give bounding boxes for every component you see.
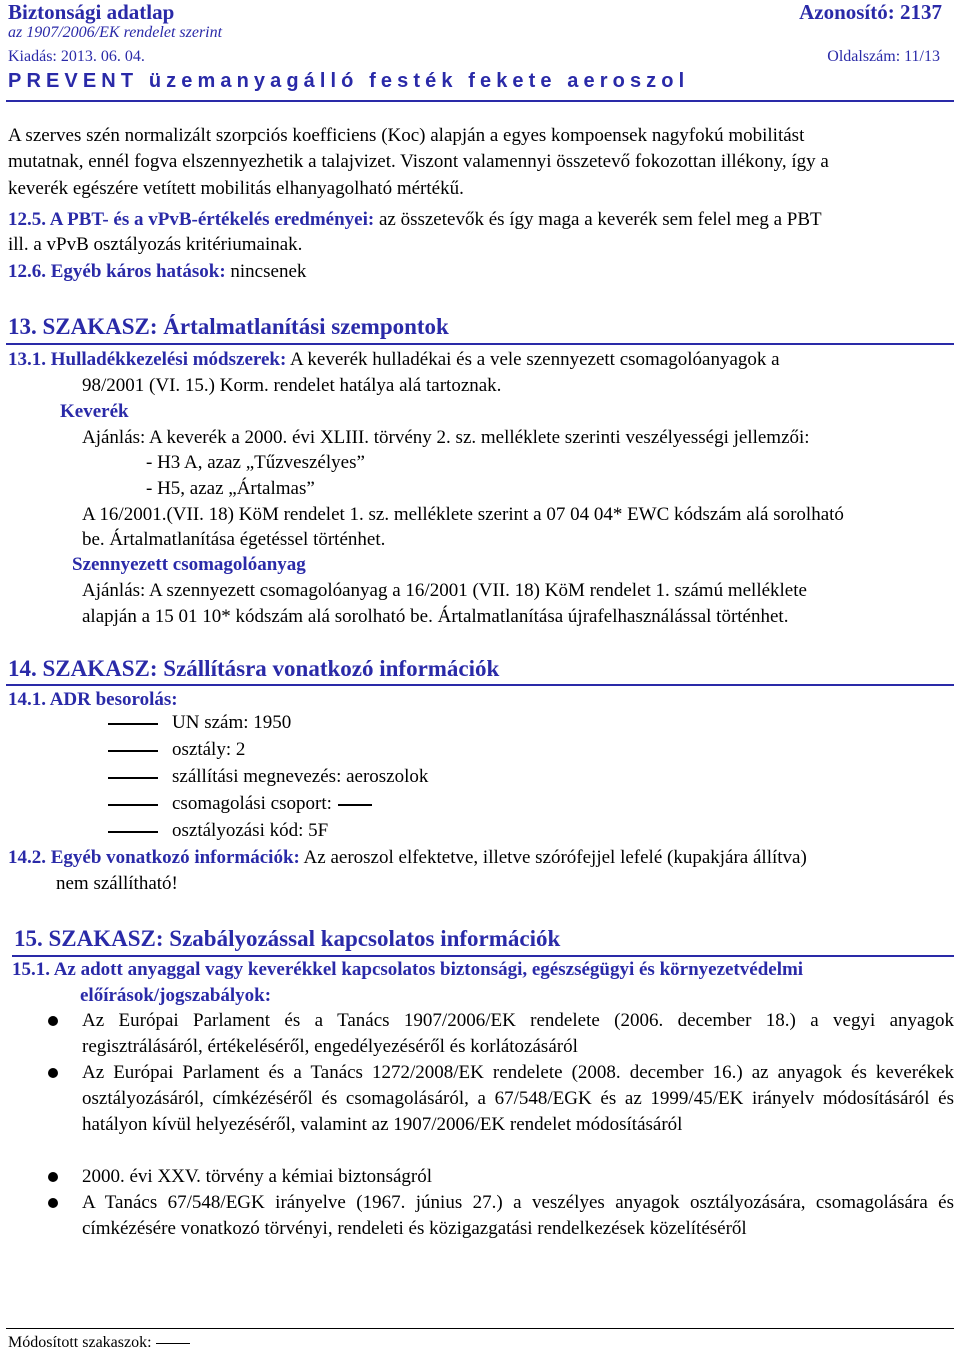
pbt-continuation: ill. a vPvB osztályozás kritériumainak. bbox=[8, 234, 303, 255]
footer-divider bbox=[6, 1328, 954, 1329]
mobility-paragraph-line: keverék egészére vetített mobilitás elhanyagolható mértékű. bbox=[8, 178, 464, 199]
pbt-text: az összetevők és így maga a keverék sem felel meg a PBT bbox=[374, 209, 822, 230]
modified-sections: Módosított szakaszok: bbox=[8, 1334, 190, 1352]
product-name: PREVENT üzemanyagálló festék fekete aeroszol bbox=[8, 70, 690, 92]
mixture-recommendation: Ajánlás: A keverék a 2000. évi XLIII. törvény 2. sz. melléklete szerinti veszélyességi jellemzői: bbox=[82, 427, 810, 448]
mixture-ewc-code: A 16/2001.(VII. 18) KöM rendelet 1. sz. melléklete szerint a 07 04 04* EWC kódszám alá sorolható bbox=[82, 504, 844, 525]
adr-item: csomagolási csoport: bbox=[108, 793, 372, 815]
empty-value-dash bbox=[338, 804, 372, 806]
regulation-label-continuation: előírások/jogszabályok: bbox=[80, 985, 272, 1006]
bullet-marker bbox=[48, 1016, 58, 1026]
dash-marker bbox=[108, 804, 158, 806]
regulation-item: Az Európai Parlament és a Tanács 1272/2008/EK rendelete (2008. december 16.) az anyagok és keverékek osztályozásáról, címkézéséről és csomagolásáról, a 67/548/EGK és az 1999/45/EK irányelv módosításáról és hatályon kívül helyezéséről, valamint az 1907/2006/EK rendelet módosításáról bbox=[82, 1062, 954, 1135]
waste-methods-text: A keverék hulladékai és a vele szennyezett csomagolóanyagok a bbox=[286, 349, 780, 370]
mobility-paragraph-line: A szerves szén normalizált szorpciós koefficiens (Koc) alapján a egyes kompoensek nagyfokú mobilitást bbox=[8, 125, 805, 146]
waste-methods-continuation: 98/2001 (VI. 15.) Korm. rendelet hatálya alá tartoznak. bbox=[82, 375, 502, 396]
document-identifier: Azonosító: 2137 bbox=[799, 0, 942, 24]
section-14-divider bbox=[6, 684, 954, 686]
dash-marker bbox=[108, 777, 158, 779]
pbt-label: 12.5. A PBT- és a vPvB-értékelés eredményei: bbox=[8, 209, 375, 230]
adr-label: 14.1. ADR besorolás: bbox=[8, 689, 178, 710]
hazard-item: - H3 A, azaz „Tűzveszélyes” bbox=[146, 452, 365, 473]
adr-item: osztályozási kód: 5F bbox=[108, 820, 328, 842]
waste-methods-label: 13.1. Hulladékkezelési módszerek: bbox=[8, 349, 287, 370]
dash-marker bbox=[108, 750, 158, 752]
adr-item: szállítási megnevezés: aeroszolok bbox=[108, 766, 428, 788]
regulation-label: 15.1. Az adott anyaggal vagy keverékkel kapcsolatos biztonsági, egészségügyi és környezetvédelmi bbox=[12, 959, 804, 980]
dash-marker bbox=[108, 723, 158, 725]
header-divider bbox=[6, 100, 954, 102]
packaging-heading: Szennyezett csomagolóanyag bbox=[72, 554, 306, 575]
regulation-item: A Tanács 67/548/EGK irányelve (1967. június 27.) a veszélyes anyagok osztályozására, csomagolására és címkézésére vonatkozó törvényi, rendeleti és közigazgatási rendelkezések közelítéséről bbox=[82, 1192, 954, 1239]
document-title: Biztonsági adatlap bbox=[8, 0, 175, 24]
section-13-title: 13. SZAKASZ: Ártalmatlanítási szempontok bbox=[8, 314, 449, 339]
section-15-title: 15. SZAKASZ: Szabályozással kapcsolatos információk bbox=[14, 926, 561, 951]
bullet-marker bbox=[48, 1198, 58, 1208]
transport-other-label: 14.2. Egyéb vonatkozó információk: bbox=[8, 847, 300, 868]
issue-date: Kiadás: 2013. 06. 04. bbox=[8, 48, 145, 65]
page-number: Oldalszám: 11/13 bbox=[827, 48, 940, 65]
transport-other-continuation: nem szállítható! bbox=[56, 873, 178, 894]
mixture-disposal: be. Ártalmatlanítása égetéssel történhet. bbox=[82, 529, 386, 550]
hazard-item: - H5, azaz „Ártalmas” bbox=[146, 478, 315, 499]
packaging-disposal: alapján a 15 01 10* kódszám alá sorolható be. Ártalmatlanítása újrafelhasználással történhet. bbox=[82, 606, 789, 627]
regulation-reference: az 1907/2006/EK rendelet szerint bbox=[8, 24, 223, 41]
pbt-assessment bbox=[8, 207, 822, 233]
empty-value-dash bbox=[156, 1343, 190, 1344]
bullet-marker bbox=[48, 1068, 58, 1078]
mobility-paragraph-line: mutatnak, ennél fogva elszennyezhetik a talajvizet. Viszont valamennyi összetevő fokozottan illékony, így a bbox=[8, 151, 829, 172]
dash-marker bbox=[108, 831, 158, 833]
adr-item: osztály: 2 bbox=[108, 739, 245, 761]
mixture-heading: Keverék bbox=[60, 401, 129, 422]
other-effects-text: nincsenek bbox=[225, 261, 307, 282]
waste-methods bbox=[8, 347, 780, 373]
other-effects-label: 12.6. Egyéb káros hatások: bbox=[8, 261, 226, 282]
transport-other-info bbox=[8, 845, 954, 871]
adr-item: UN szám: 1950 bbox=[108, 712, 291, 734]
section-14-title: 14. SZAKASZ: Szállításra vonatkozó információk bbox=[8, 656, 500, 681]
regulation-item: 2000. évi XXV. törvény a kémiai biztonságról bbox=[82, 1166, 433, 1187]
packaging-recommendation: Ajánlás: A szennyezett csomagolóanyag a 16/2001 (VII. 18) KöM rendelet 1. számú melléklete bbox=[82, 580, 807, 601]
regulation-item: Az Európai Parlament és a Tanács 1907/2006/EK rendelete (2006. december 18.) a vegyi anyagok regisztrálásáról, értékeléséről, engedélyezéséről és korlátozásáról bbox=[82, 1010, 954, 1057]
bullet-marker bbox=[48, 1172, 58, 1182]
transport-other-text: Az aeroszol elfektetve, illetve szórófejjel lefelé (kupakjára állítva) bbox=[299, 847, 807, 868]
other-effects bbox=[8, 259, 306, 285]
section-13-divider bbox=[6, 343, 954, 345]
